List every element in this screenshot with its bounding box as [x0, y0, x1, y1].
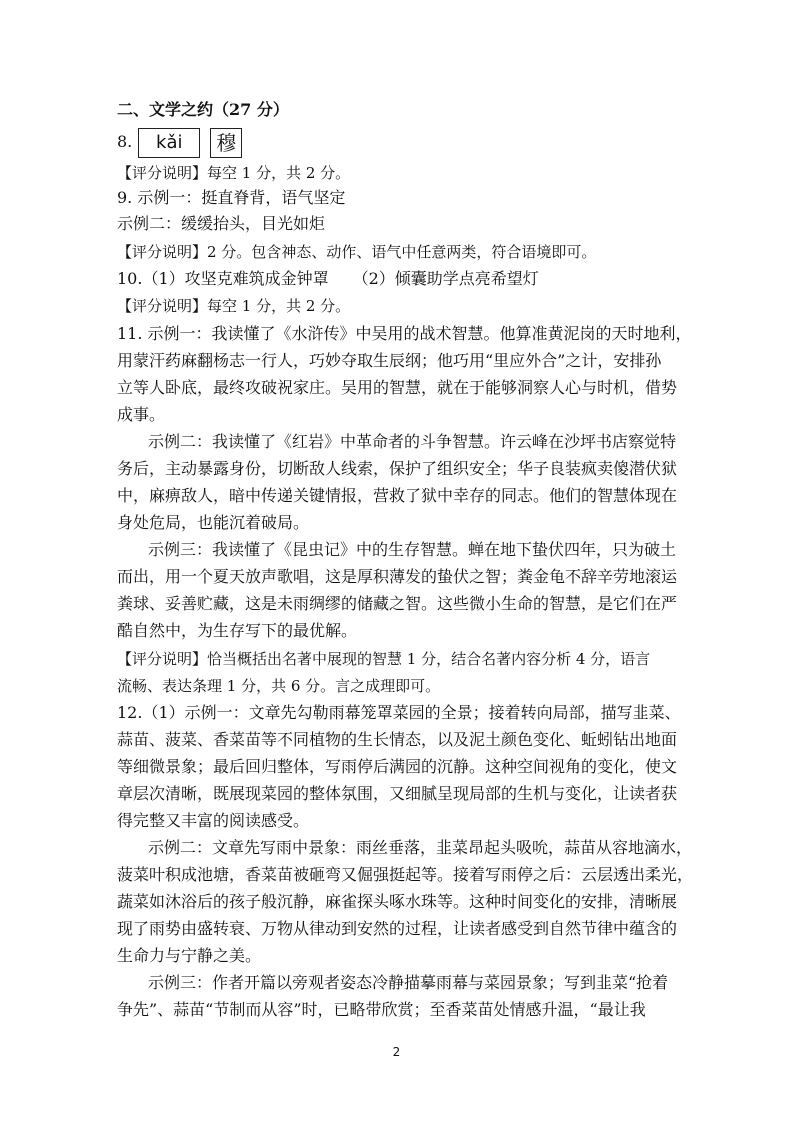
character-answer-box: 穆: [210, 128, 242, 158]
answer-line: 而出，用一个夏天放声歌唱，这是厚积薄发的蛰伏之智；粪金龟不辞辛劳地滚运: [117, 567, 678, 586]
answer-line: 10.（1）攻坚克难筑成金钟罩 （2）倾囊助学点亮希望灯: [117, 269, 539, 288]
answer-line: 立等人卧底，最终攻破祝家庄。吴用的智慧，就在于能够洞察人心与时机，借势: [117, 378, 678, 397]
page-number: 2: [392, 1045, 401, 1059]
answer-line: 身处危局，也能沉着破局。: [117, 513, 310, 532]
answer-line: 得完整又丰富的阅读感受。: [117, 811, 310, 830]
scoring-note: 【评分说明】每空 1 分，共 2 分。: [117, 297, 351, 315]
scoring-note: 【评分说明】每空 1 分，共 2 分。: [117, 164, 351, 182]
answer-line: 11. 示例一：我读懂了《水浒传》中吴用的战术智慧。他算准黄泥岗的天时地利，: [117, 324, 692, 343]
answer-line: 示例二：文章先写雨中景象：雨丝垂落，韭菜昂起头吸吮，蒜苗从容地滴水，: [148, 838, 693, 857]
answer-line: 生命力与宁静之美。: [117, 946, 262, 965]
answer-line: 12.（1）示例一：文章先勾勒雨幕笼罩菜园的全景；接着转向局部，描写韭菜、: [117, 703, 681, 722]
answer-line: 酷自然中，为生存写下的最优解。: [117, 621, 358, 640]
answer-line: 蔬菜如沐浴后的孩子般沉静，麻雀探头啄水珠等。这种时间变化的安排，清晰展: [117, 892, 678, 911]
answer-line: 现了雨势由盛转衰、万物从律动到安然的过程，让读者感受到自然节律中蕴含的: [117, 919, 678, 938]
section-title: 二、文学之约（27 分）: [117, 100, 289, 119]
question-8-number: 8.: [117, 132, 133, 151]
answer-line: 粪球、妥善贮藏，这是未雨绸缪的储藏之智。这些微小生命的智慧，是它们在严: [117, 594, 678, 613]
pinyin-answer-box: kǎi: [138, 128, 200, 158]
answer-line: 菠菜叶积成池塘，香菜苗被砸弯又倔强挺起等。接着写雨停之后：云层透出柔光，: [117, 865, 694, 884]
question-8-row: [117, 126, 793, 158]
answer-line: 示例三：我读懂了《昆虫记》中的生存智慧。蝉在地下蛰伏四年，只为破土: [148, 540, 677, 559]
answer-line: 示例三：作者开篇以旁观者姿态冷静描摹雨幕与菜园景象；写到韭菜“抢着: [148, 973, 669, 992]
answer-line: 章层次清晰，既展现菜园的整体氛围，又细腻呈现局部的生机与变化，让读者获: [117, 784, 678, 803]
answer-line: 务后，主动暴露身份，切断敌人线索，保护了组织安全；华子良装疯卖傻潜伏狱: [117, 459, 678, 478]
scoring-note: 流畅、表达条理 1 分，共 6 分。言之成理即可。: [117, 677, 441, 695]
answer-line: 成事。: [117, 405, 166, 424]
answer-line: 示例二：缓缓抬头，目光如炬: [117, 214, 326, 233]
answer-line: 用蒙汗药麻翻杨志一行人，巧妙夺取生辰纲；他巧用“里应外合”之计，安排孙: [117, 351, 662, 370]
answer-line: 争先”、蒜苗“节制而从容”时，已略带欣赏；至香菜苗处情感升温，“最让我: [117, 1000, 646, 1019]
answer-line: 蒜苗、菠菜、香菜苗等不同植物的生长情态，以及泥土颜色变化、蚯蚓钻出地面: [117, 730, 678, 749]
answer-line: 示例二：我读懂了《红岩》中革命者的斗争智慧。许云峰在沙坪书店察觉特: [148, 432, 677, 451]
scoring-note: 【评分说明】恰当概括出名著中展现的智慧 1 分，结合名著内容分析 4 分，语言: [117, 650, 651, 668]
answer-line: 等细微景象；最后回归整体，写雨停后满园的沉静。这种空间视角的变化，使文: [117, 757, 678, 776]
answer-line: 中，麻痹敌人，暗中传递关键情报，营救了狱中幸存的同志。他们的智慧体现在: [117, 486, 678, 505]
scoring-note: 【评分说明】2 分。包含神态、动作、语气中任意两类，符合语境即可。: [117, 243, 597, 261]
answer-line: 9. 示例一：挺直脊背，语气坚定: [117, 188, 346, 207]
